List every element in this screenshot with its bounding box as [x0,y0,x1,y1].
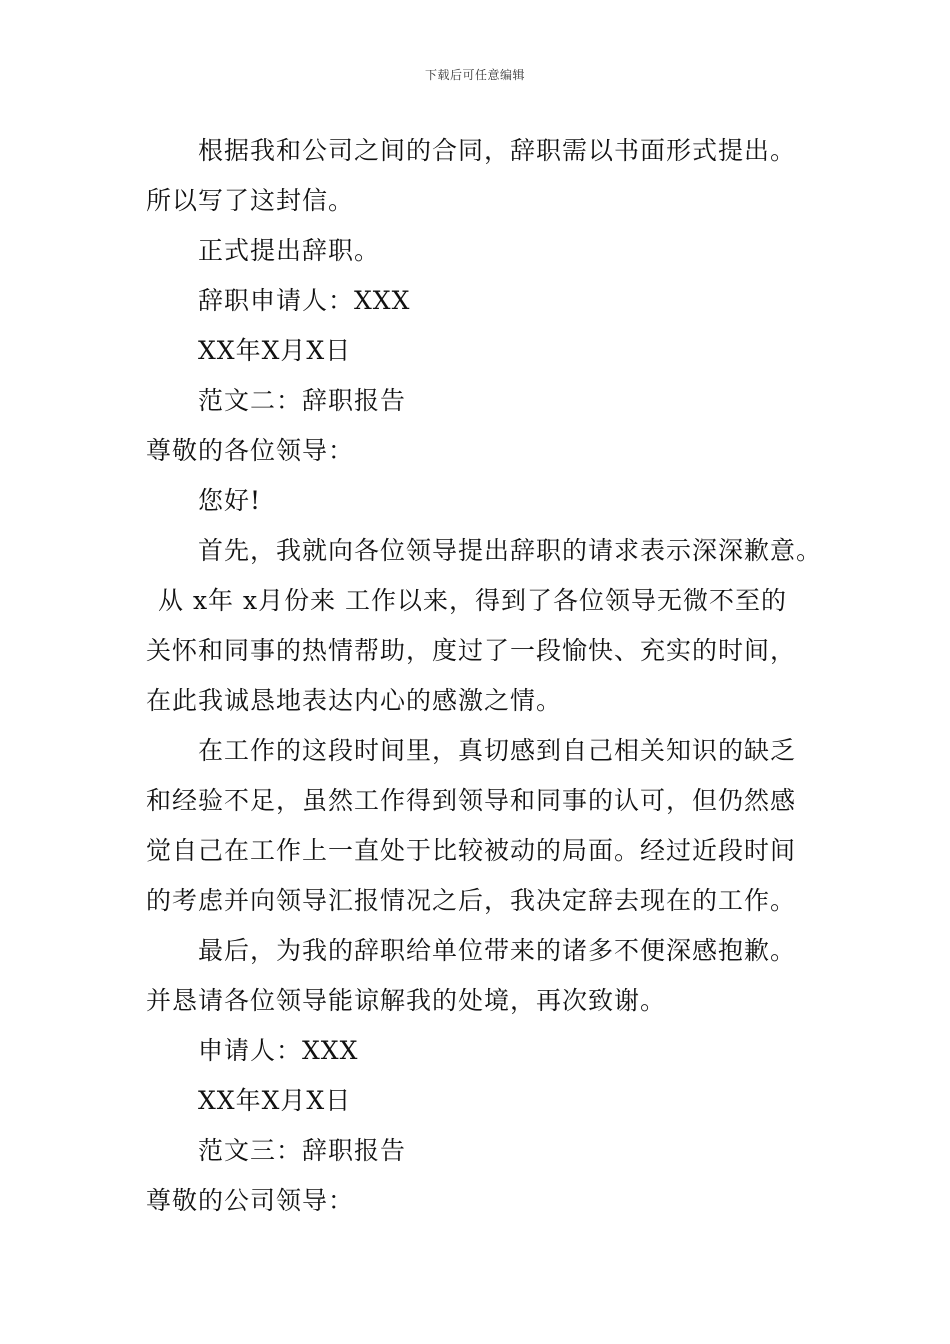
greeting-line: 您好! [198,486,262,515]
document-body [146,126,826,1226]
paragraph-line: 和经验不足，虽然工作得到领导和同事的认可，但仍然感 [146,786,797,815]
paragraph-line: 首先，我就向各位领导提出辞职的请求表示深深歉意。 [198,536,823,565]
page-header-note: 下载后可任意编辑 [424,68,525,82]
signature-line: 申请人：XXX [198,1036,359,1065]
date-line: XX年X月X日 [198,1086,352,1115]
paragraph-line: 从 x年 x月份来 工作以来，得到了各位领导无微不至的 [158,586,788,615]
paragraph-line: 在工作的这段时间里，真切感到自己相关知识的缺乏 [198,736,797,765]
paragraph-line: 的考虑并向领导汇报情况之后，我决定辞去现在的工作。 [146,886,797,915]
date-line: XX年X月X日 [198,336,352,365]
paragraph-line: 最后，为我的辞职给单位带来的诸多不便深感抱歉。 [198,936,797,965]
paragraph-line: 所以写了这封信。 [146,186,355,215]
signature-line: 辞职申请人：XXX [198,286,411,315]
salutation-line: 尊敬的公司领导： [146,1186,355,1215]
paragraph-line: 觉自己在工作上一直处于比较被动的局面。经过近段时间 [146,836,797,865]
paragraph-line: 关怀和同事的热情帮助，度过了一段愉快、充实的时间， [146,636,797,665]
section-title: 范文三：辞职报告 [198,1136,407,1165]
section-title: 范文二：辞职报告 [198,386,407,415]
paragraph-line: 并恳请各位领导能谅解我的处境，再次致谢。 [146,986,667,1015]
paragraph-line: 在此我诚恳地表达内心的感激之情。 [146,686,563,715]
paragraph-line: 根据我和公司之间的合同，辞职需以书面形式提出。 [198,136,797,165]
salutation-line: 尊敬的各位领导： [146,436,355,465]
paragraph-line: 正式提出辞职。 [198,236,381,265]
